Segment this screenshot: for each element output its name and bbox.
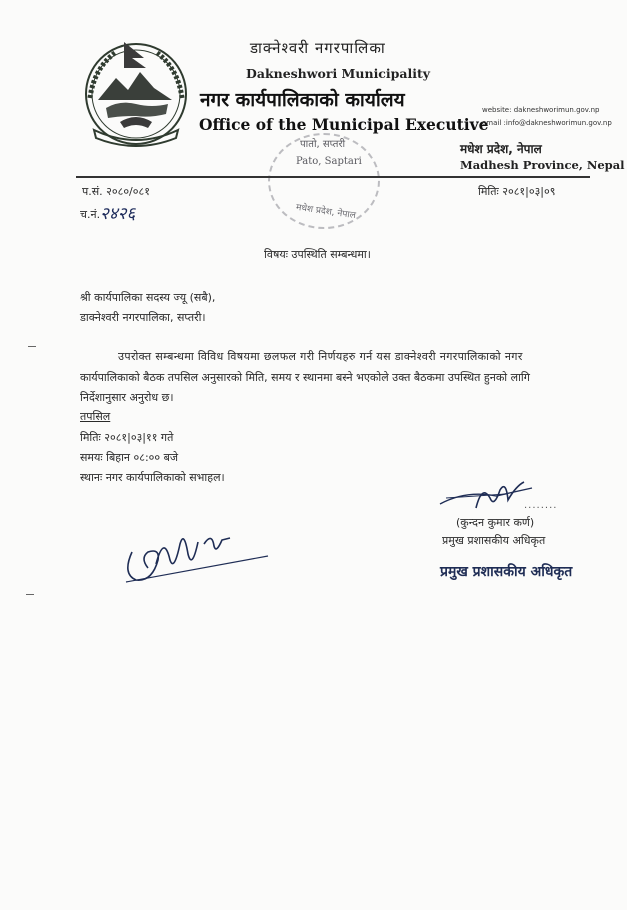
signature-dots: ........ [524,500,558,511]
officer-signature [436,478,536,518]
office-name-np: नगर कार्यपालिकाको कार्यालय [200,89,405,111]
details-heading: तपसिल [80,410,111,423]
province-name-np: मधेश प्रदेश, नेपाल [460,142,542,156]
scan-mark [28,346,36,347]
officer-title: प्रमुख प्रशासकीय अधिकृत [442,534,546,547]
meeting-date: मितिः २०८१|०३|११ गते [80,431,174,444]
officer-title-stamp: प्रमुख प्रशासकीय अधिकृत [440,564,573,580]
office-name-en: Office of the Municipal Executive [199,115,489,134]
website-text: website: dakneshworimun.gov.np [482,106,600,114]
handwritten-signature [118,524,278,588]
officer-name: (कुन्दन कुमार कर्ण) [456,516,535,529]
fiscal-year-ref: प.सं. २०८०/०८१ [82,185,150,198]
stamp-text-np: पातो, सप्तरी [300,139,346,150]
meeting-time: समयः बिहान ०८:०० बजे [80,451,179,464]
body-paragraph-line-2: कार्यपालिकाको बैठक तपसिल अनुसारको मिति, समय र स्थानमा बस्ने भएकोले उक्त बैठकमा उपस्थित हुनको लागि [80,371,530,384]
nepal-emblem-logo [80,38,192,148]
addressee-line-1: श्री कार्यपालिका सदस्य ज्यू (सबै), [80,291,216,304]
province-name-en: Madhesh Province, Nepal [460,158,625,172]
letter-subject: विषयः उपस्थिति सम्बन्धमा। [264,248,371,261]
municipality-name-en: Dakneshwori Municipality [246,66,431,81]
scan-mark [26,594,34,595]
stamp-text-province: मधेश प्रदेश, नेपाल [295,202,357,222]
email-text: email :info@dakneshworimun.gov.np [482,119,612,127]
meeting-place: स्थानः नगर कार्यपालिकाको सभाहल। [80,471,225,484]
dispatch-number-label: च.नं. [80,208,101,221]
body-paragraph-line-1: उपरोक्त सम्बन्धमा विविध विषयमा छलफल गरी निर्णयहरु गर्न यस डाक्नेश्वरी नगरपालिकाको नगर [118,350,523,363]
municipality-name-np: डाक्नेश्वरी नगरपालिका [250,39,386,57]
letter-date: मितिः २०८१|०३|०९ [478,185,556,198]
body-paragraph-line-3: निर्देशानुसार अनुरोध छ। [80,391,174,404]
header-divider [76,176,590,178]
stamp-text-en: Pato, Saptari [296,156,362,167]
addressee-line-2: डाक्नेश्वरी नगरपालिका, सप्तरी। [80,311,206,324]
dispatch-number-value: २४२६ [100,204,136,224]
